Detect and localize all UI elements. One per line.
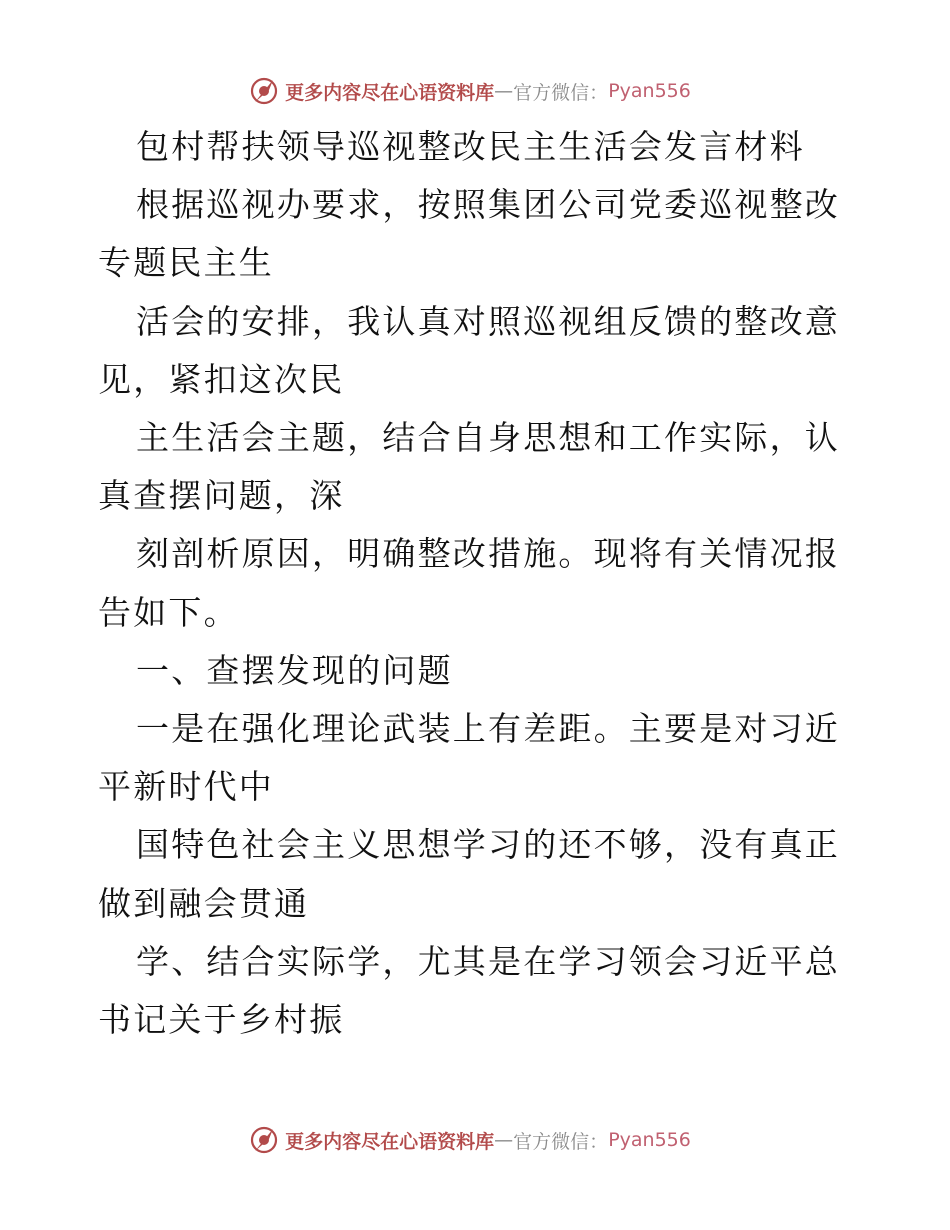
paragraph: 学、结合实际学，尤其是在学习领会习近平总书记关于乡村振 (98, 941, 840, 1040)
paragraph: 一是在强化理论武装上有差距。主要是对习近平新时代中 (98, 709, 840, 807)
footer-brand-text: 更多内容尽在心语资料库 (285, 1130, 495, 1153)
document-title: 包村帮扶领导巡视整改民主生活会发言材料 (136, 127, 805, 166)
header-brand-text: 更多内容尽在心语资料库 (285, 81, 495, 104)
paragraph: 刻剖析原因，明确整改措施。现将有关情况报告如下。 (98, 534, 840, 632)
header-banner-text (285, 78, 691, 105)
quill-logo-icon (249, 76, 279, 106)
document-body (98, 118, 854, 1049)
quill-logo-icon (249, 1125, 279, 1155)
paragraph: 国特色社会主义思想学习的还不够，没有真正做到融会贯通 (98, 825, 840, 923)
header-wechat-id: Pyan556 (608, 80, 691, 102)
paragraph: 活会的安排，我认真对照巡视组反馈的整改意见，紧扣这次民 (98, 301, 840, 399)
section-heading: 一、查摆发现的问题 (136, 650, 453, 690)
footer-banner-text (285, 1127, 691, 1154)
footer-banner (0, 1120, 950, 1160)
header-official-label: 官方微信： (513, 81, 609, 104)
header-dash: — (494, 80, 514, 102)
paragraph: 根据巡视办要求，按照集团公司党委巡视整改专题民主生 (98, 185, 840, 283)
footer-official-label: 官方微信： (513, 1130, 609, 1153)
header-banner (0, 71, 950, 111)
paragraph: 主生活会主题，结合自身思想和工作实际，认真查摆问题，深 (98, 418, 840, 516)
footer-dash: — (494, 1129, 514, 1151)
footer-wechat-id: Pyan556 (608, 1129, 691, 1151)
